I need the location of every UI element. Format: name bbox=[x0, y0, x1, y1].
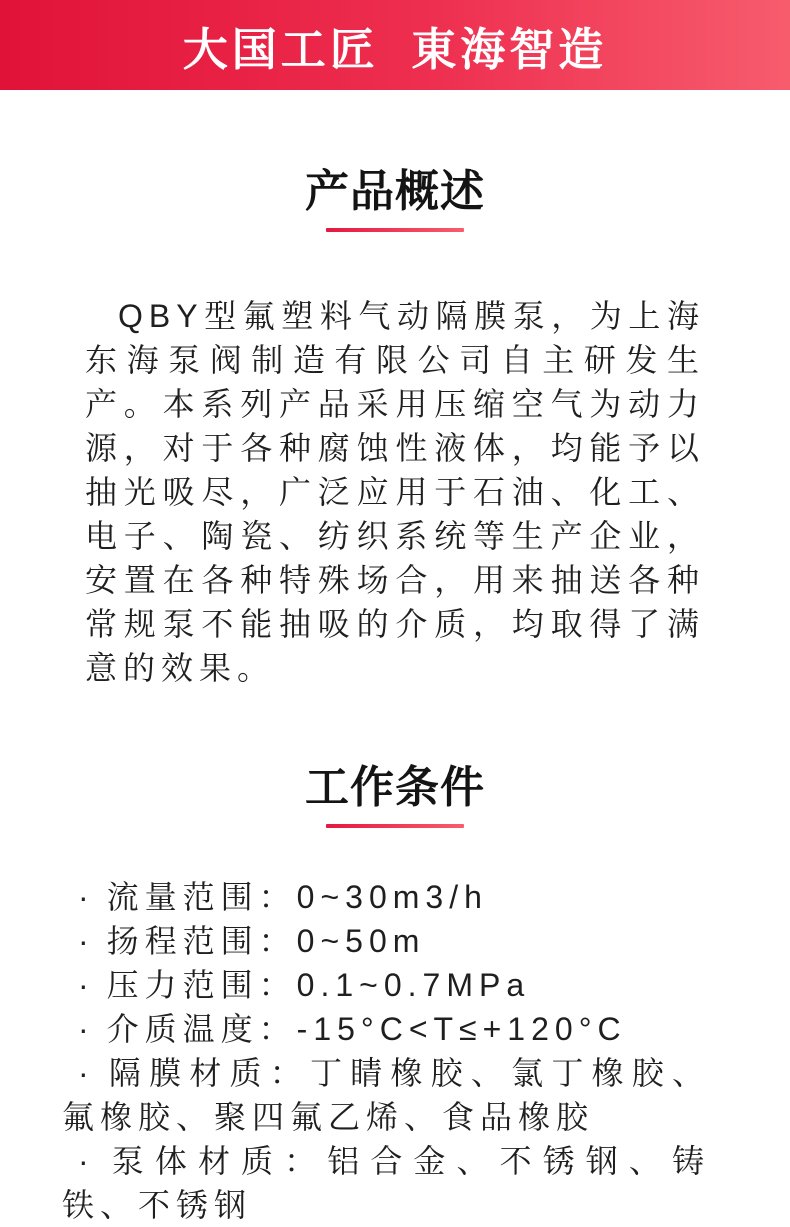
header-banner bbox=[0, 0, 790, 90]
spec-text: 泵体材质：铝合金、不锈钢、铸铁、不锈钢 bbox=[62, 1143, 710, 1223]
overview-paragraph: QBY型氟塑料气动隔膜泵，为上海东海泵阀制造有限公司自主研发生产。本系列产品采用压缩空气为动力源，对于各种腐蚀性液体，均能予以抽光吸尽，广泛应用于石油、化工、电子、陶瓷、纺织系统等生产企业，安置在各种特殊场合，用来抽送各种常规泵不能抽吸的介质，均取得了满意的效果。 bbox=[85, 298, 705, 686]
conditions-title-underline bbox=[326, 824, 464, 828]
list-item bbox=[62, 919, 710, 963]
spec-text: 压力范围：0.1~0.7MPa bbox=[106, 967, 531, 1003]
banner-title: 大国工匠 東海智造 bbox=[182, 23, 608, 75]
bullet-icon: · bbox=[78, 967, 95, 1003]
bullet-icon: · bbox=[78, 879, 95, 915]
list-item bbox=[62, 963, 710, 1007]
spec-text: 流量范围：0~30m3/h bbox=[106, 879, 488, 915]
list-item bbox=[62, 1139, 710, 1227]
spec-list bbox=[62, 875, 710, 1227]
bullet-icon: · bbox=[78, 1143, 95, 1179]
conditions-section-title: 工作条件 bbox=[305, 763, 485, 812]
spec-text: 介质温度：-15°C<T≤+120°C bbox=[106, 1011, 627, 1047]
bullet-icon: · bbox=[78, 1055, 95, 1091]
bullet-icon: · bbox=[78, 923, 95, 959]
list-item bbox=[62, 1007, 710, 1051]
list-item bbox=[62, 875, 710, 919]
conditions-section bbox=[0, 763, 790, 1227]
overview-section bbox=[0, 167, 790, 690]
spec-text: 隔膜材质：丁睛橡胶、氯丁橡胶、氟橡胶、聚四氟乙烯、食品橡胶 bbox=[62, 1055, 710, 1135]
overview-title-underline bbox=[326, 228, 464, 232]
list-item bbox=[62, 1051, 710, 1139]
spec-text: 扬程范围：0~50m bbox=[106, 923, 426, 959]
bullet-icon: · bbox=[78, 1011, 95, 1047]
overview-section-title: 产品概述 bbox=[305, 167, 485, 216]
